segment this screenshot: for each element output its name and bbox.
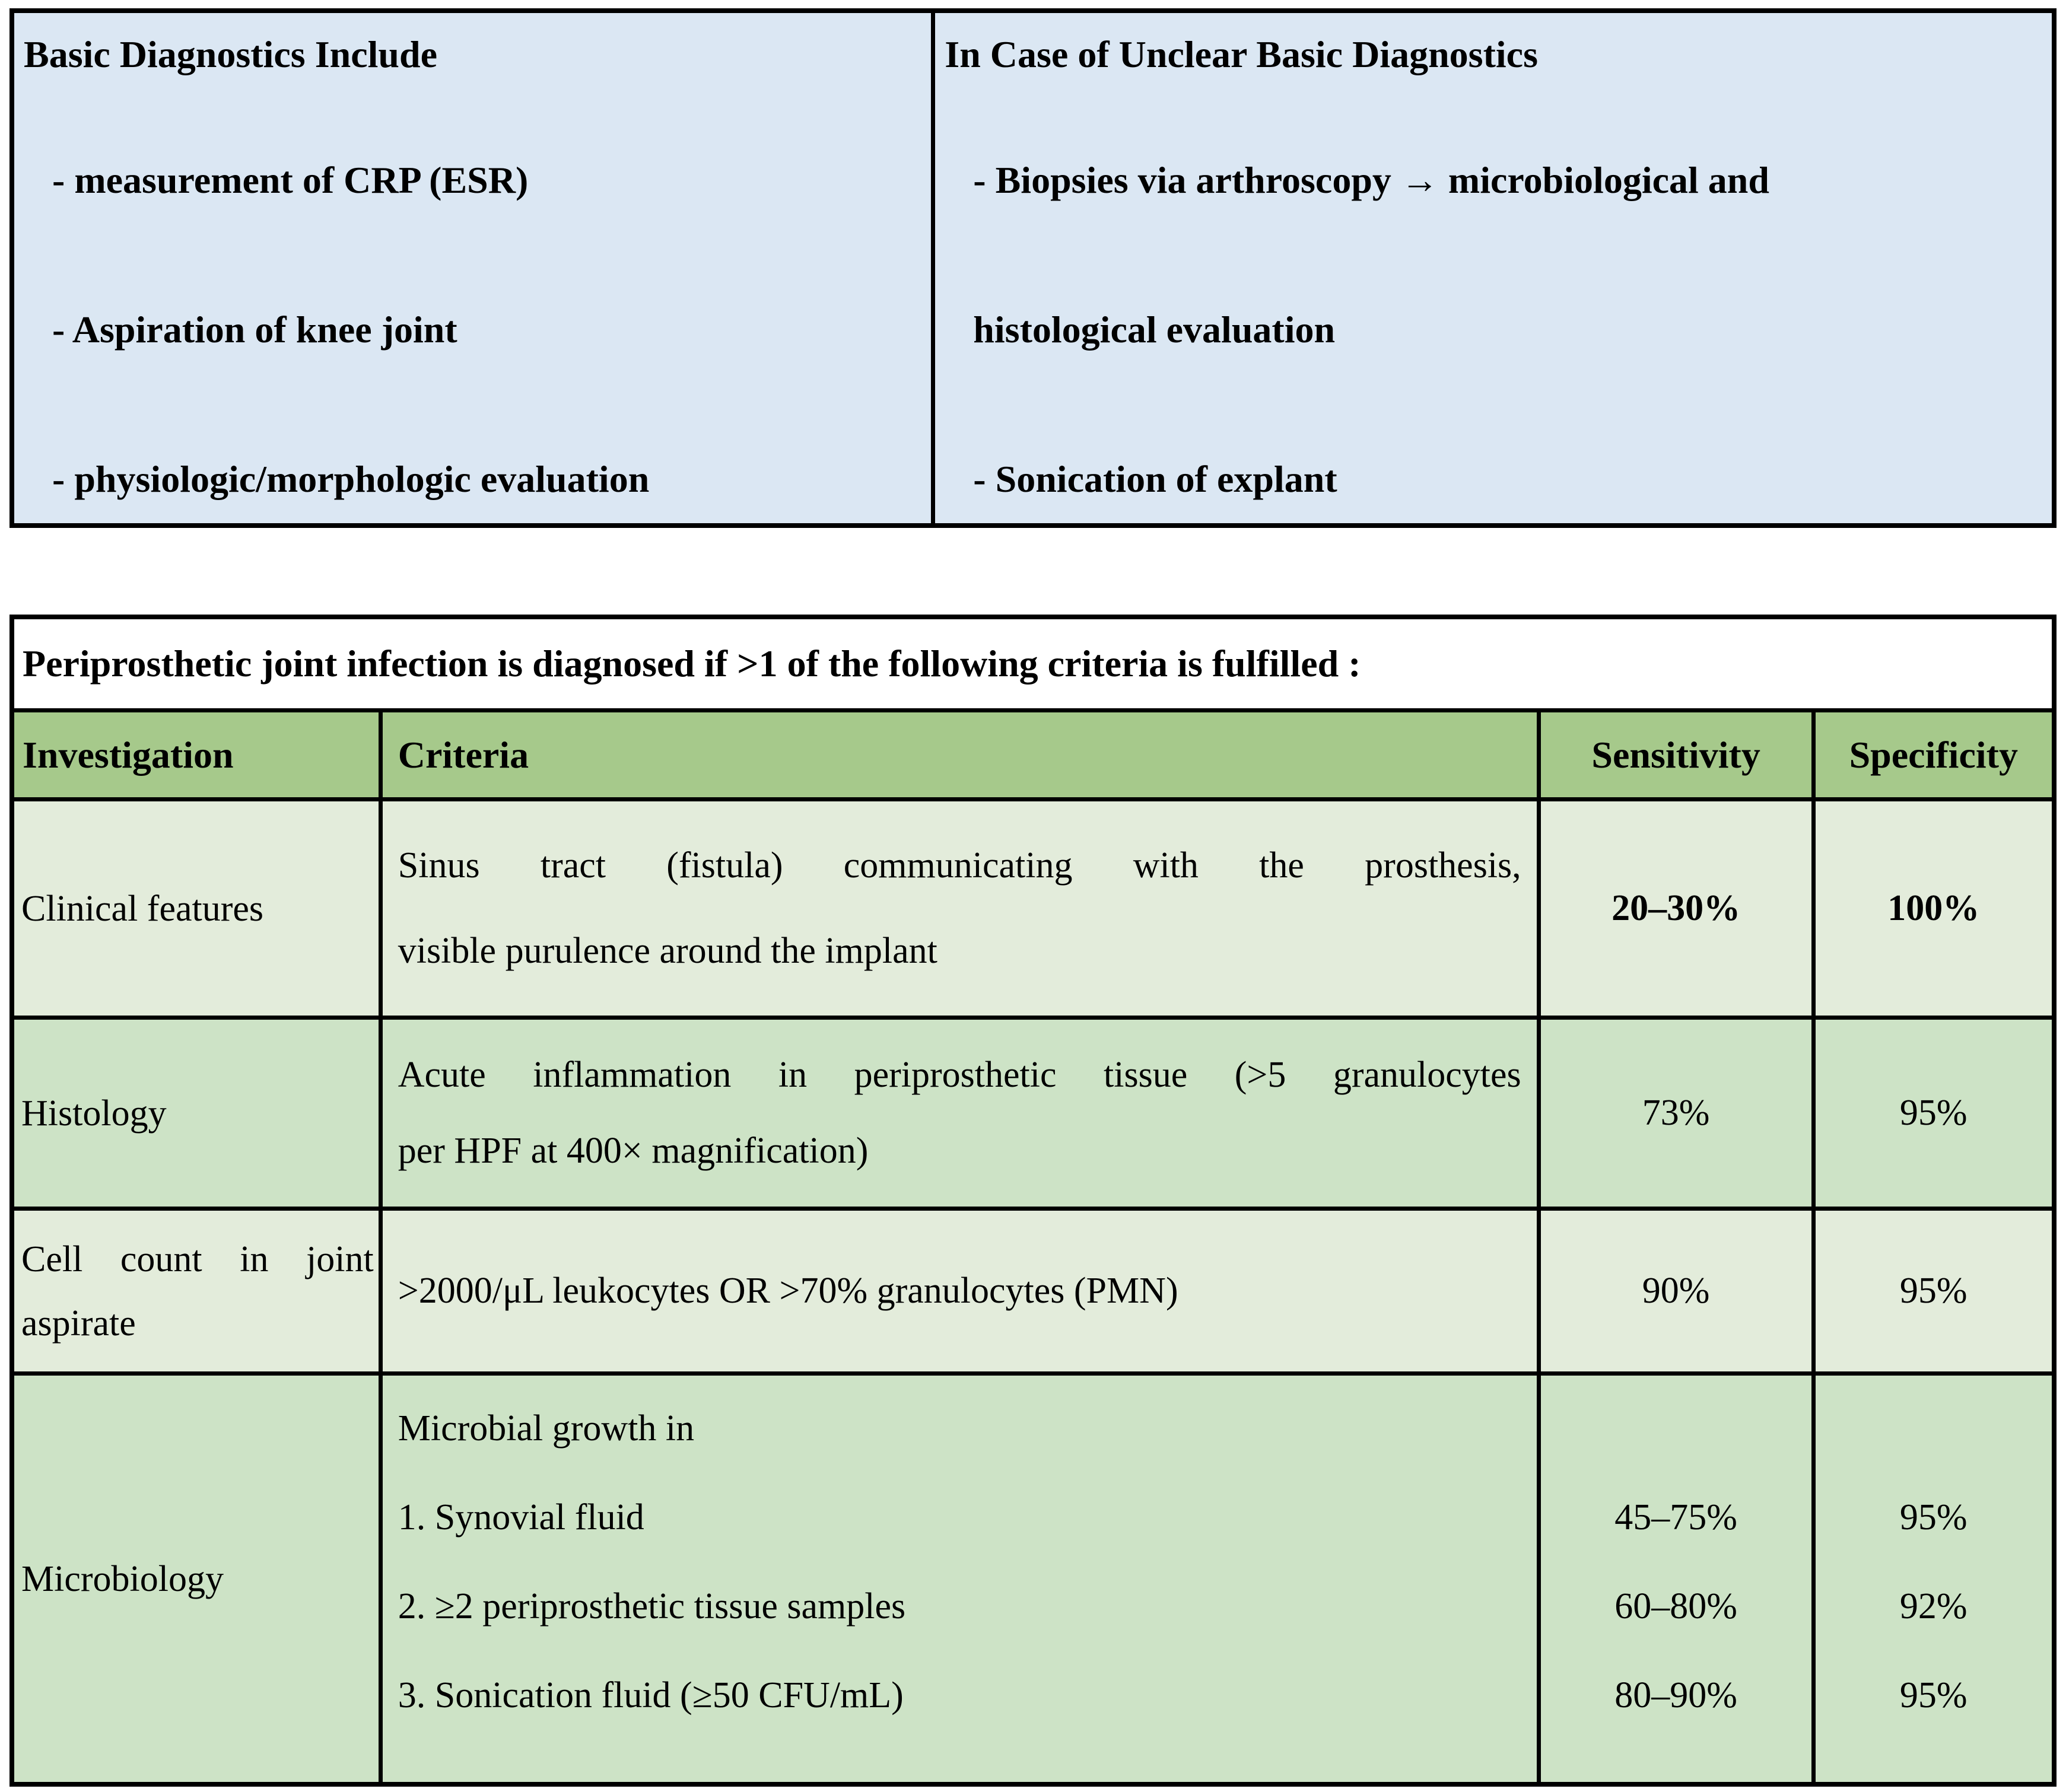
- header-criteria: Criteria: [379, 708, 1537, 797]
- header-sensitivity: Sensitivity: [1537, 708, 1811, 797]
- criteria-line: Microbial growth in: [398, 1408, 695, 1449]
- unclear-diagnostics-title: In Case of Unclear Basic Diagnostics: [945, 33, 1538, 75]
- unclear-diagnostics-item-biopsies: - Biopsies via arthroscopy → microbiological and: [973, 159, 1769, 201]
- investigation-clinical-features: [14, 797, 379, 1016]
- sensitivity-value: 60–80%: [1614, 1586, 1737, 1627]
- investigation-microbiology: [14, 1371, 379, 1782]
- header-specificity: Specificity: [1811, 708, 2052, 797]
- criteria-line: 2. ≥2 periprosthetic tissue samples: [398, 1586, 906, 1627]
- unclear-diagnostics-item-sonication: - Sonication of explant: [973, 458, 1337, 500]
- investigation-label: Microbiology: [21, 1558, 224, 1599]
- criteria-line: >2000/μL leukocytes OR >70% granulocytes (PMN): [398, 1271, 1178, 1311]
- header-investigation: Investigation: [14, 708, 379, 797]
- basic-diagnostics-item-evaluation: - physiologic/morphologic evaluation: [52, 458, 650, 500]
- criteria-histology: [379, 1016, 1537, 1207]
- criteria-line: visible purulence around the implant: [398, 931, 937, 971]
- specificity-value: 92%: [1899, 1586, 1968, 1627]
- investigation-line: aspirate: [21, 1303, 136, 1344]
- specificity-microbiology: [1811, 1371, 2052, 1782]
- criteria-line: per HPF at 400× magnification): [398, 1131, 869, 1172]
- sensitivity-microbiology: [1537, 1371, 1811, 1782]
- unclear-diagnostics-column: [931, 13, 2052, 523]
- specificity-value: 95%: [1899, 1497, 1968, 1538]
- pji-criteria-table-title: Periprosthetic joint infection is diagnosed if >1 of the following criteria is fulfilled :: [14, 619, 2052, 708]
- basic-diagnostics-column: [14, 13, 931, 523]
- criteria-line: 3. Sonication fluid (≥50 CFU/mL): [398, 1675, 904, 1715]
- specificity-cell-count: 95%: [1811, 1207, 2052, 1371]
- criteria-line: Sinus tract (fistula) communicating with the prosthesis,: [398, 845, 1521, 886]
- sensitivity-clinical-features: 20–30%: [1537, 797, 1811, 1016]
- basic-diagnostics-item-crp: - measurement of CRP (ESR): [52, 159, 529, 201]
- investigation-label: Clinical features: [21, 888, 263, 929]
- basic-diagnostics-title: Basic Diagnostics Include: [24, 33, 437, 75]
- basic-diagnostics-item-aspiration: - Aspiration of knee joint: [52, 308, 457, 351]
- investigation-line: Cell count in joint: [21, 1239, 374, 1279]
- criteria-line: Acute inflammation in periprosthetic tissue (>5 granulocytes: [398, 1054, 1521, 1095]
- criteria-microbiology: [379, 1371, 1537, 1782]
- sensitivity-cell-count: 90%: [1537, 1207, 1811, 1371]
- criteria-cell-count: [379, 1207, 1537, 1371]
- criteria-line: 1. Synovial fluid: [398, 1497, 644, 1538]
- specificity-value: 95%: [1899, 1675, 1968, 1715]
- investigation-histology: [14, 1016, 379, 1207]
- specificity-histology: 95%: [1811, 1016, 2052, 1207]
- sensitivity-value: 80–90%: [1614, 1675, 1737, 1715]
- investigation-cell-count: [14, 1207, 379, 1371]
- sensitivity-value: 45–75%: [1614, 1497, 1737, 1538]
- specificity-clinical-features: 100%: [1811, 797, 2052, 1016]
- basic-diagnostics-table: [9, 8, 2057, 528]
- unclear-diagnostics-item-histological: histological evaluation: [973, 308, 1336, 351]
- investigation-label: Histology: [21, 1093, 167, 1134]
- sensitivity-histology: 73%: [1537, 1016, 1811, 1207]
- criteria-clinical-features: [379, 797, 1537, 1016]
- pji-criteria-table: [9, 615, 2057, 1787]
